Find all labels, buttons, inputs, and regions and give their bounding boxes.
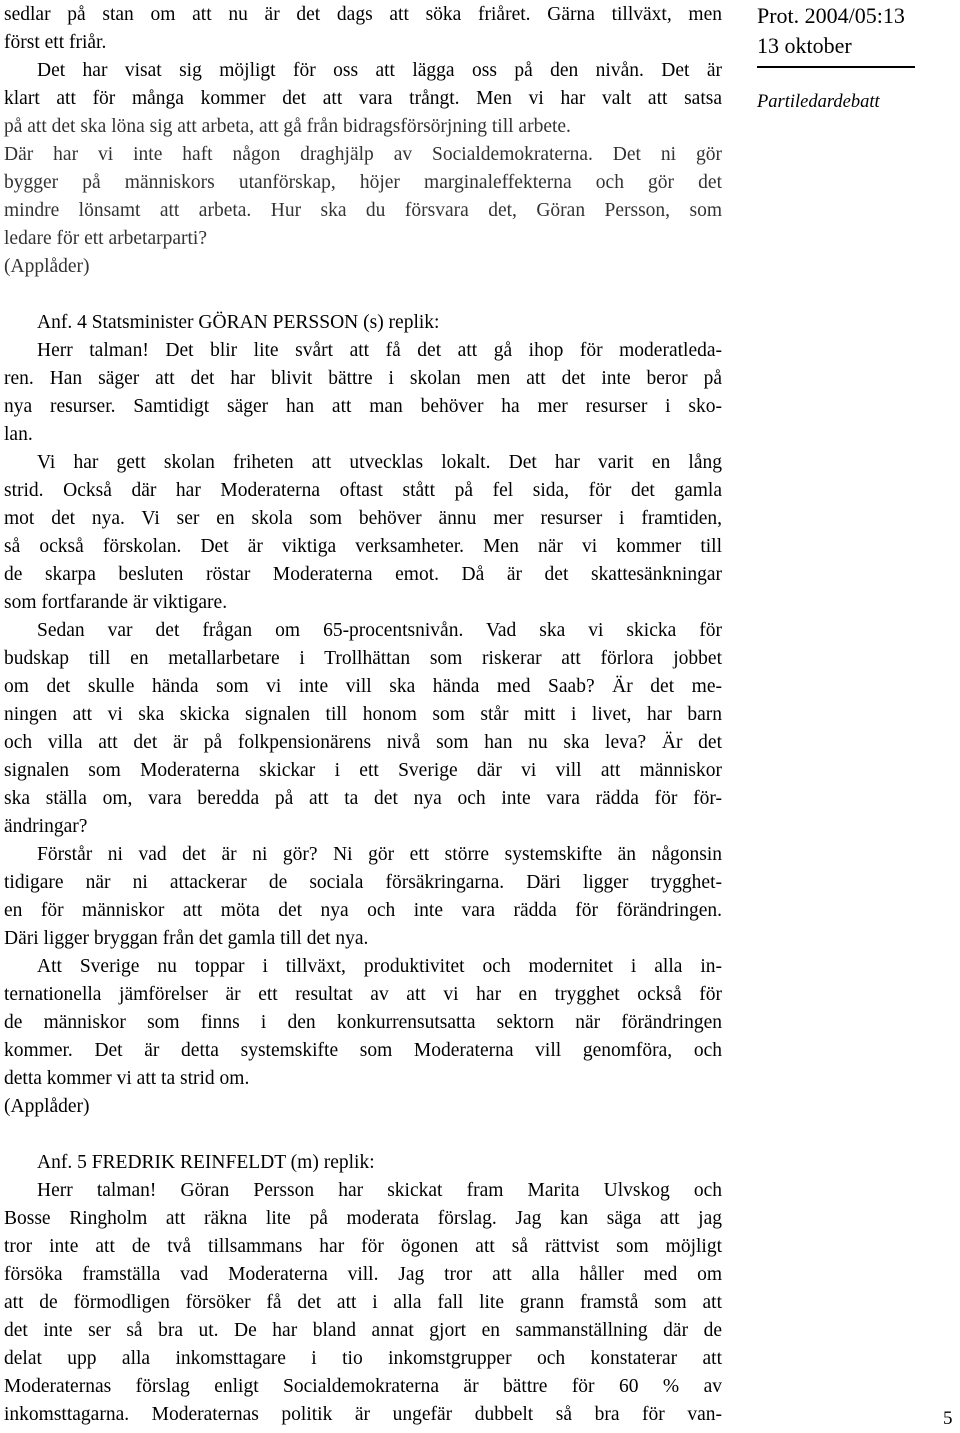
- text-line: Sedan var det frågan om 65-procentsnivån. Vad ska vi skicka för: [37, 620, 722, 641]
- section-title: Partiledardebatt: [757, 92, 880, 112]
- text-line: kommer. Det är detta systemskifte som Moderaterna vill genomföra, och: [4, 1040, 722, 1061]
- text-line: att de förmodligen försöker få det att i alla fall lite grann framstå som att: [4, 1292, 722, 1313]
- text-line: så också förskolan. Det är viktiga verksamheter. Men när vi kommer till: [4, 536, 722, 557]
- text-line: ningen att vi ska skicka signalen till honom som står mitt i livet, har barn: [4, 704, 722, 725]
- text-line: ternationella jämförelser är ett resultat av att vi har en trygghet också för: [4, 984, 722, 1005]
- text-line: Moderaternas förslag enligt Socialdemokraterna är bättre för 60 % av: [4, 1376, 722, 1397]
- text-line: nya resurser. Samtidigt säger han att man behöver ha mer resurser i sko-: [4, 396, 722, 417]
- text-line: tror inte att de två tillsammans har för ögonen att så rättvist som möjligt: [4, 1236, 722, 1257]
- text-line: detta kommer vi att ta strid om.: [4, 1068, 250, 1089]
- text-line: Där har vi inte haft någon draghjälp av Socialdemokraterna. Det ni gör: [4, 144, 722, 165]
- page-number: 5: [943, 1408, 953, 1429]
- text-line: Däri ligger bryggan från det gamla till det nya.: [4, 928, 369, 949]
- text-line: mot det nya. Vi ser en skola som behöver ännu mer resurser i framtiden,: [4, 508, 722, 529]
- text-line: ska ställa om, vara beredda på att ta det nya och inte vara rädda för för-: [4, 788, 722, 809]
- text-line: försöka framställa vad Moderaterna vill. Jag tror att alla håller med om: [4, 1264, 722, 1285]
- text-line: (Applåder): [4, 1096, 90, 1117]
- text-line: Herr talman! Det blir lite svårt att få det att gå ihop för moderatleda-: [37, 340, 722, 361]
- text-line: Anf. 5 FREDRIK REINFELDT (m) replik:: [37, 1152, 375, 1173]
- text-line: om det skulle hända som vi inte vill ska hända med Saab? Är det me-: [4, 676, 722, 697]
- text-line: klart att för många kommer det att vara trångt. Men vi har valt att satsa: [4, 88, 722, 109]
- text-line: Herr talman! Göran Persson har skickat fram Marita Ulvskog och: [37, 1180, 722, 1201]
- text-line: först ett friår.: [4, 32, 107, 53]
- text-line: bygger på människors utanförskap, höjer marginaleffekterna och gör det: [4, 172, 722, 193]
- text-line: de människor som finns i den konkurrensutsatta sektorn när förändringen: [4, 1012, 722, 1033]
- text-line: Att Sverige nu toppar i tillväxt, produktivitet och modernitet i alla in-: [37, 956, 722, 977]
- text-line: de skarpa besluten röstar Moderaterna emot. Då är det skattesänkningar: [4, 564, 722, 585]
- text-line: Det har visat sig möjligt för oss att lägga oss på den nivån. Det är: [37, 60, 722, 81]
- text-line: ändringar?: [4, 816, 88, 837]
- text-line: Anf. 4 Statsminister GÖRAN PERSSON (s) replik:: [37, 312, 440, 333]
- text-line: delat upp alla inkomsttagare i tio inkomstgrupper och konstaterar att: [4, 1348, 722, 1369]
- text-line: tidigare när ni attackerar de sociala försäkringarna. Däri ligger trygghet-: [4, 872, 722, 893]
- header-rule: [757, 66, 915, 68]
- text-line: en för människor att möta det nya och inte vara rädda för förändringen.: [4, 900, 722, 921]
- text-line: budskap till en metallarbetare i Trollhättan som riskerar att förlora jobbet: [4, 648, 722, 669]
- text-line: mindre lönsamt att arbeta. Hur ska du försvara det, Göran Persson, som: [4, 200, 722, 221]
- text-line: lan.: [4, 424, 33, 445]
- text-line: strid. Också där har Moderaterna oftast stått på fel sida, för det gamla: [4, 480, 722, 501]
- text-line: Vi har gett skolan friheten att utvecklas lokalt. Det har varit en lång: [37, 452, 722, 473]
- text-line: signalen som Moderaterna skickar i ett Sverige där vi vill att människor: [4, 760, 722, 781]
- text-line: det inte ser så bra ut. De har bland annat gjort en sammanställning där de: [4, 1320, 722, 1341]
- text-line: inkomsttagarna. Moderaternas politik är ungefär dubbelt så bra för van-: [4, 1404, 722, 1425]
- text-line: (Applåder): [4, 256, 90, 277]
- text-line: ren. Han säger att det har blivit bättre i skolan men att det inte beror på: [4, 368, 722, 389]
- text-line: Förstår ni vad det är ni gör? Ni gör ett större systemskifte än någonsin: [37, 844, 722, 865]
- text-line: sedlar på stan om att nu är det dags att söka friåret. Gärna tillväxt, men: [4, 4, 722, 25]
- text-line: på att det ska löna sig att arbeta, att gå från bidragsförsörjning till arbete.: [4, 116, 571, 137]
- text-line: ledare för ett arbetarparti?: [4, 228, 207, 249]
- protocol-date: 13 oktober: [757, 33, 852, 58]
- text-line: och villa att det är på folkpensionärens nivå som han nu ska leva? Är det: [4, 732, 722, 753]
- text-line: som fortfarande är viktigare.: [4, 592, 228, 613]
- text-line: Bosse Ringholm att räkna lite på moderata förslag. Jag kan säga att jag: [4, 1208, 722, 1229]
- protocol-number: Prot. 2004/05:13: [757, 3, 905, 28]
